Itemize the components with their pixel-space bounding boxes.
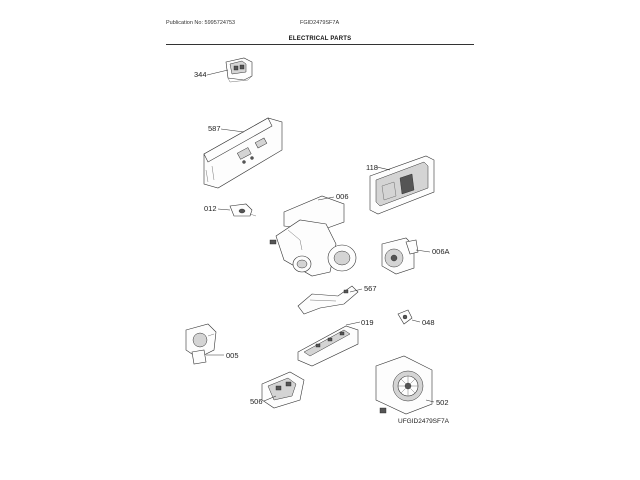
publication-number: Publication No: 5995724753 (166, 20, 236, 26)
part-502[interactable] (376, 356, 449, 414)
part-006[interactable] (270, 192, 356, 276)
part-344[interactable] (194, 58, 252, 82)
part-label-118: 118 (366, 163, 378, 172)
part-006A[interactable] (382, 238, 450, 274)
part-label-012: 012 (204, 204, 217, 213)
figure-code: UFGID2479SF7A (398, 418, 449, 425)
part-label-006: 006 (336, 192, 349, 201)
section-title: ELECTRICAL PARTS (288, 36, 352, 42)
part-label-019: 019 (361, 318, 374, 327)
part-567[interactable] (298, 284, 377, 314)
part-019[interactable] (298, 318, 374, 366)
part-587[interactable] (204, 118, 282, 188)
part-label-506: 506 (250, 397, 263, 406)
part-012[interactable] (204, 204, 256, 216)
part-118[interactable] (366, 156, 434, 214)
part-005[interactable] (186, 324, 239, 364)
model-number: FGID2479SF7A (300, 20, 340, 26)
part-label-567: 567 (364, 284, 377, 293)
part-506[interactable] (250, 372, 304, 408)
part-label-006A: 006A (432, 247, 450, 256)
part-label-048: 048 (422, 318, 435, 327)
part-label-005: 005 (226, 351, 239, 360)
part-label-344: 344 (194, 70, 207, 79)
part-label-587: 587 (208, 124, 221, 133)
part-048[interactable] (398, 310, 435, 327)
part-label-502: 502 (436, 398, 449, 407)
